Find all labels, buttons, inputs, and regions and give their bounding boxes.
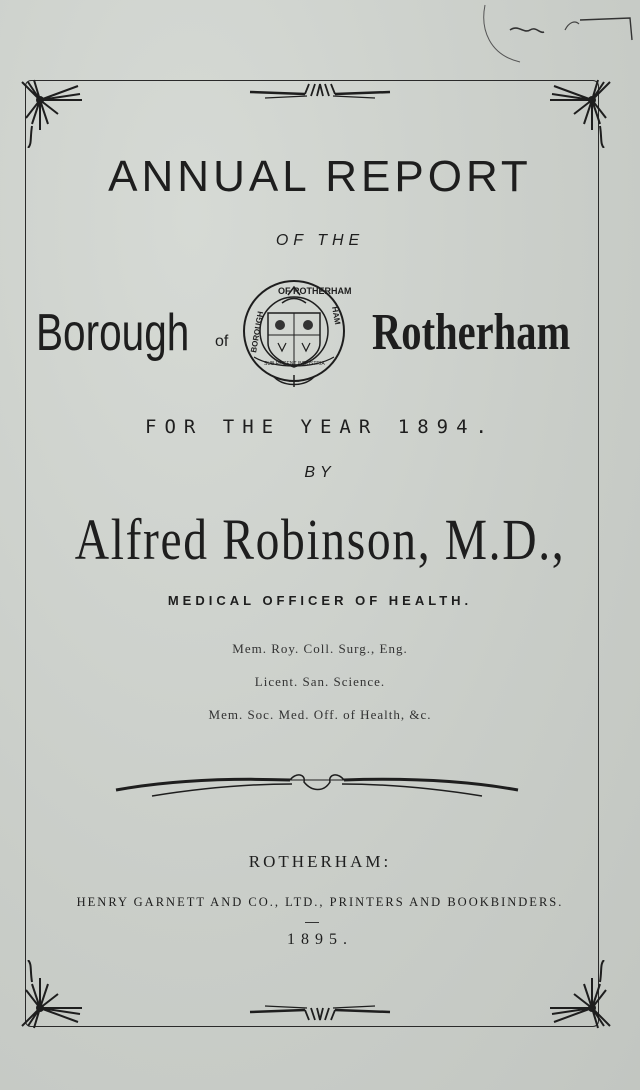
- handwritten-mark: [480, 0, 640, 70]
- of-word: of: [215, 333, 229, 350]
- borough-seal-icon: [234, 273, 362, 393]
- by-label: BY: [304, 464, 336, 481]
- of-the-label: OF THE: [275, 232, 365, 249]
- borough-word: Borough: [36, 304, 190, 362]
- report-title: ANNUAL REPORT: [108, 152, 532, 201]
- middle-divider-ornament-icon: [112, 768, 522, 804]
- corner-ornament-bottom-left-icon: [18, 960, 98, 1030]
- year-line: FOR THE YEAR 1894.: [145, 416, 495, 438]
- corner-ornament-bottom-right-icon: [534, 960, 614, 1030]
- author-name: Alfred Robinson, M.D.,: [74, 507, 566, 572]
- seal-ribbon-text: SUB REGENT INDUSTRIA: [264, 361, 325, 367]
- borough-heading: [0, 285, 640, 395]
- seal-text-top: OF ROTHERHAM: [278, 286, 352, 296]
- publication-year: 1895.: [287, 931, 353, 948]
- small-rule: [305, 922, 319, 923]
- printer-line: HENRY GARNETT AND CO., LTD., PRINTERS AND BOOKBINDERS.: [76, 895, 564, 909]
- top-center-ornament-icon: [245, 82, 395, 106]
- credential-line: Mem. Roy. Coll. Surg., Eng.: [232, 641, 408, 656]
- credential-line: Licent. San. Science.: [254, 674, 386, 689]
- publication-place: ROTHERHAM:: [248, 852, 392, 871]
- corner-ornament-top-left-icon: [18, 78, 98, 148]
- corner-ornament-top-right-icon: [534, 78, 614, 148]
- author-role: MEDICAL OFFICER OF HEALTH.: [167, 593, 473, 608]
- credential-line: Mem. Soc. Med. Off. of Health, &c.: [208, 707, 432, 722]
- bottom-center-ornament-icon: [245, 996, 395, 1022]
- seal-text-left: BOROUGH: [249, 310, 266, 354]
- seal-text-right: HAM: [330, 305, 343, 326]
- town-name: Rotherham: [372, 304, 571, 361]
